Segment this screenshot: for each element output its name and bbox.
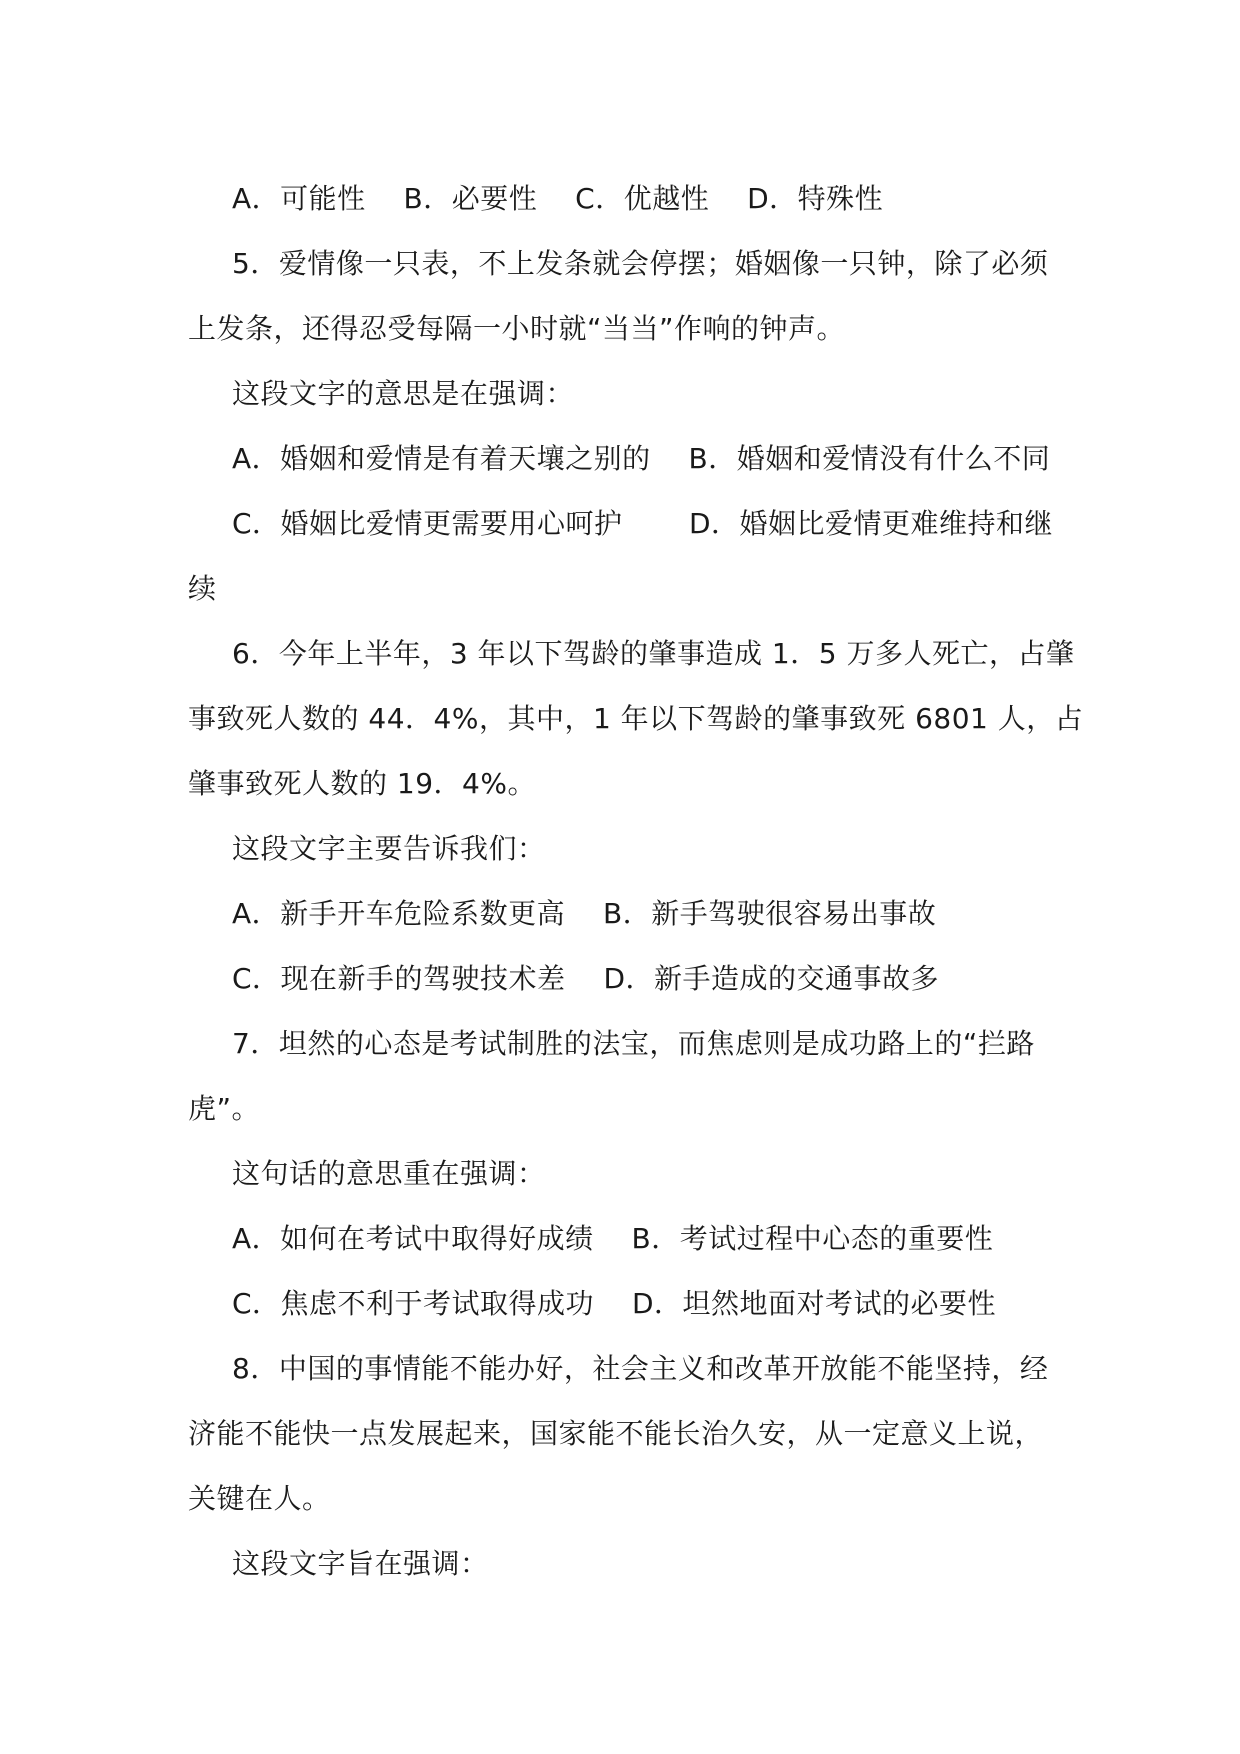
q5-options-cd-wrap: 续	[188, 572, 217, 605]
q5-options-ab: A．婚姻和爱情是有着天壤之别的 B．婚姻和爱情没有什么不同	[232, 442, 1051, 475]
q5-stem-line-1: 5．爱情像一只表，不上发条就会停摆；婚姻像一只钟，除了必须	[232, 247, 1049, 280]
q8-stem-line-2: 济能不能快一点发展起来，国家能不能长治久安，从一定意义上说，	[188, 1417, 1044, 1450]
document-body	[188, 166, 1084, 1596]
q4-options: A．可能性 B．必要性 C．优越性 D．特殊性	[232, 182, 884, 215]
q5-stem-line-2: 上发条，还得忍受每隔一小时就“当当”作响的钟声。	[188, 312, 846, 345]
q5-options-cd: C．婚姻比爱情更需要用心呵护 D．婚姻比爱情更难维持和继	[232, 507, 1054, 540]
q6-options-ab: A．新手开车危险系数更高 B．新手驾驶很容易出事故	[232, 897, 937, 930]
q6-options-cd: C．现在新手的驾驶技术差 D．新手造成的交通事故多	[232, 962, 940, 995]
q8-stem-line-1: 8．中国的事情能不能办好，社会主义和改革开放能不能坚持，经	[232, 1352, 1049, 1385]
q6-stem-line-3: 肇事致死人数的 19．4%。	[188, 767, 536, 800]
q7-stem-line-2: 虎”。	[188, 1092, 261, 1125]
q5-prompt: 这段文字的意思是在强调：	[232, 377, 575, 410]
q8-prompt: 这段文字旨在强调：	[232, 1547, 489, 1580]
q7-options-cd: C．焦虑不利于考试取得成功 D．坦然地面对考试的必要性	[232, 1287, 997, 1320]
q6-prompt: 这段文字主要告诉我们：	[232, 832, 546, 865]
q7-options-ab: A．如何在考试中取得好成绩 B．考试过程中心态的重要性	[232, 1222, 994, 1255]
q7-stem-line-1: 7．坦然的心态是考试制胜的法宝，而焦虑则是成功路上的“拦路	[232, 1027, 1035, 1060]
q8-stem-line-3: 关键在人。	[188, 1482, 331, 1515]
q6-stem-line-1: 6．今年上半年，3 年以下驾龄的肇事造成 1．5 万多人死亡，占肇	[232, 637, 1075, 670]
q7-prompt: 这句话的意思重在强调：	[232, 1157, 546, 1190]
q6-stem-line-2: 事致死人数的 44．4%，其中，1 年以下驾龄的肇事致死 6801 人，占	[188, 702, 1084, 735]
